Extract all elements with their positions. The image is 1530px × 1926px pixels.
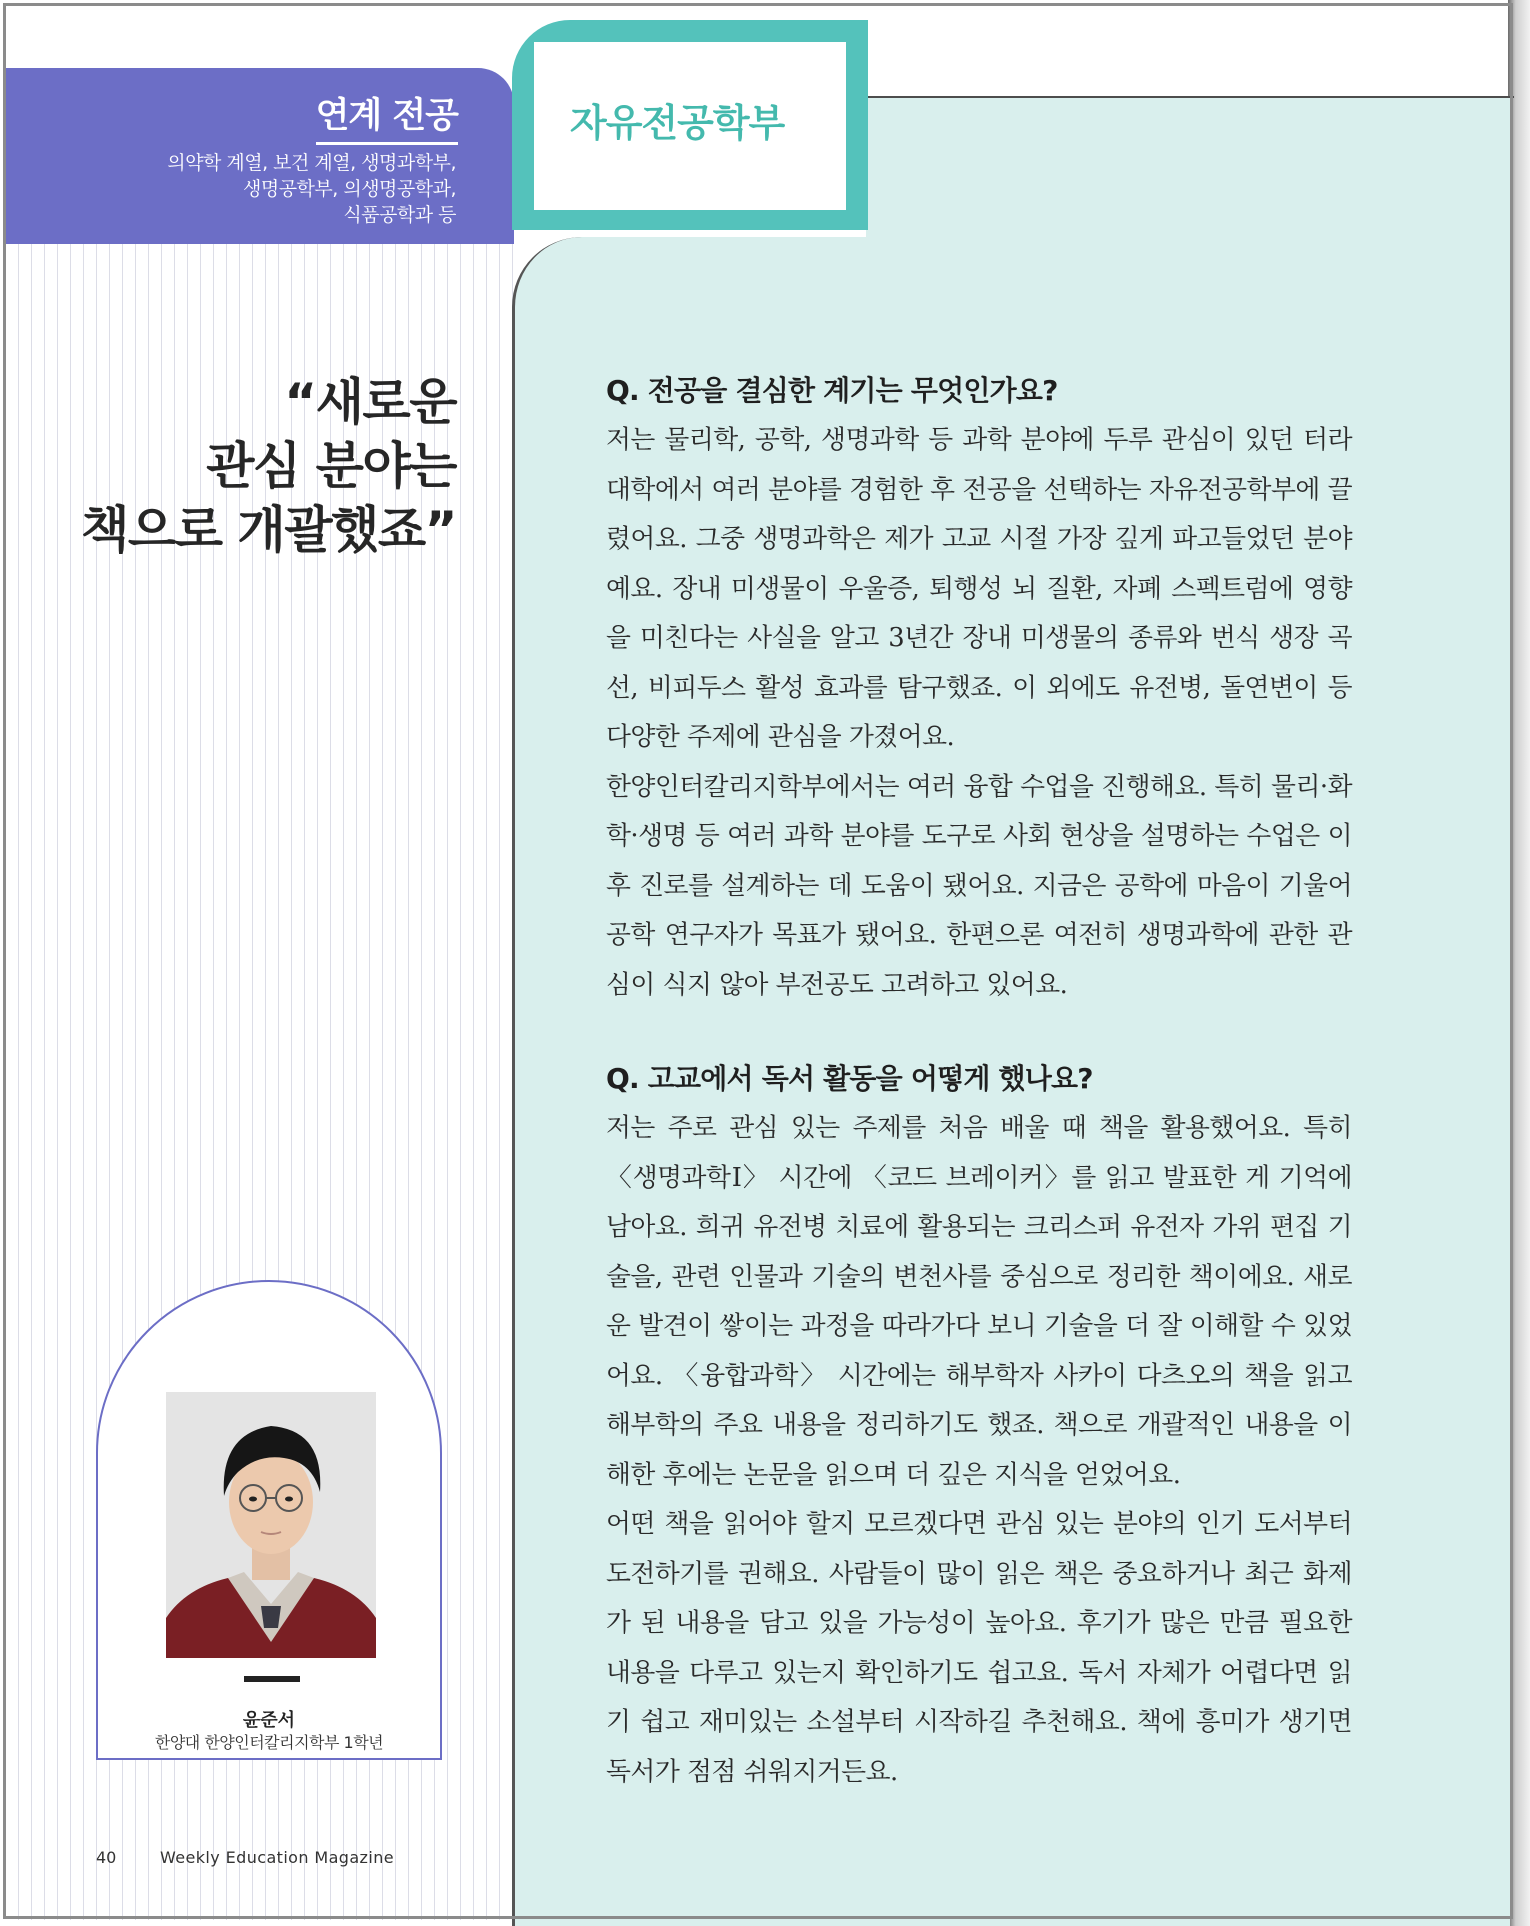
portrait-image [166, 1392, 376, 1658]
qa-section [606, 370, 1352, 1010]
pull-quote-line: 관심 분야는 [206, 437, 456, 495]
related-major-line: 식품공학과 등 [343, 204, 456, 226]
related-major-line: 생명공학부, 의생명공학과, [242, 178, 456, 200]
question-heading: Q. 고교에서 독서 활동을 어떻게 했나요? [606, 1062, 1093, 1095]
profile-divider [244, 1676, 300, 1682]
pull-quote [81, 370, 456, 562]
answer-paragraph: 어떤 책을 읽어야 할지 모르겠다면 관심 있는 분야의 인기 도서부터 도전하기를 권해요. 사람들이 많이 읽은 책은 중요하거나 최근 화제가 된 내용을 담고 있을 가능성이 높아요. 후기가 많은 만큼 필요한 내용을 다루고 있는지 확인하기도 쉽고요. 독서 자체가 어렵다면 읽기 쉽고 재미있는 소설부터 시작하길 추천해요. 책에 흥미가 생기면 독서가 점점 쉬워지거든요. [606, 1509, 1352, 1787]
question-heading: Q. 전공을 결심한 계기는 무엇인가요? [606, 374, 1058, 407]
pull-quote-line: “새로운 [284, 373, 456, 431]
profile-name: 윤준서 [242, 1710, 296, 1731]
answer-paragraph: 한양인터칼리지학부에서는 여러 융합 수업을 진행해요. 특히 물리·화학·생명 등 여러 과학 분야를 도구로 사회 현상을 설명하는 수업은 이후 진로를 설계하는 데 도움이 됐어요. 지금은 공학에 마음이 기울어 공학 연구자가 목표가 됐어요. 한편으론 여전히 생명과학에 관한 관심이 식지 않아 부전공도 고려하고 있어요. [606, 771, 1352, 1000]
binding-edge [1508, 0, 1530, 1926]
category-title: 자유전공학부 [570, 101, 785, 145]
interview-article [606, 370, 1352, 1845]
profile-photo [166, 1392, 376, 1658]
answer-paragraph: 저는 물리학, 공학, 생명과학 등 과학 분야에 두루 관심이 있던 터라 대학에서 여러 분야를 경험한 후 전공을 선택하는 자유전공학부에 끌렸어요. 그중 생명과학은 제가 고교 시절 가장 깊게 파고들었던 분야예요. 장내 미생물이 우울증, 퇴행성 뇌 질환, 자폐 스펙트럼에 영향을 미친다는 사실을 알고 3년간 장내 미생물의 종류와 번식 생장 곡선, 비피두스 활성 효과를 탐구했죠. 이 외에도 유전병, 돌연변이 등 다양한 주제에 관심을 가졌어요. [606, 425, 1352, 752]
category-box [534, 42, 846, 210]
related-major-line: 의약학 계열, 보건 계열, 생명과학부, [167, 152, 456, 174]
related-major-title: 연계 전공 [316, 88, 458, 145]
page-number: 40 [96, 1848, 117, 1867]
profile-card [96, 1280, 442, 1760]
pull-quote-line: 책으로 개괄했죠” [81, 501, 456, 559]
related-major-band [6, 68, 514, 244]
related-major-list [36, 150, 456, 228]
answer-paragraph: 저는 주로 관심 있는 주제를 처음 배울 때 책을 활용했어요. 특히 〈생명과학Ⅰ〉 시간에 〈코드 브레이커〉를 읽고 발표한 게 기억에 남아요. 희귀 유전병 치료에 활용되는 크리스퍼 유전자 가위 편집 기술을, 관련 인물과 기술의 변천사를 중심으로 정리한 책이에요. 새로운 발견이 쌓이는 과정을 따라가다 보니 기술을 더 잘 이해할 수 있었어요. 〈융합과학〉 시간에는 해부학자 사카이 다츠오의 책을 읽고 해부학의 주요 내용을 정리하기도 했죠. 책으로 개괄적인 내용을 이해한 후에는 논문을 읽으며 더 깊은 지식을 얻었어요. [606, 1113, 1352, 1490]
profile-affiliation: 한양대 한양인터칼리지학부 1학년 [154, 1733, 384, 1752]
content-panel-top [866, 98, 1510, 258]
qa-section [606, 1058, 1352, 1797]
magazine-name: Weekly Education Magazine [160, 1848, 394, 1867]
